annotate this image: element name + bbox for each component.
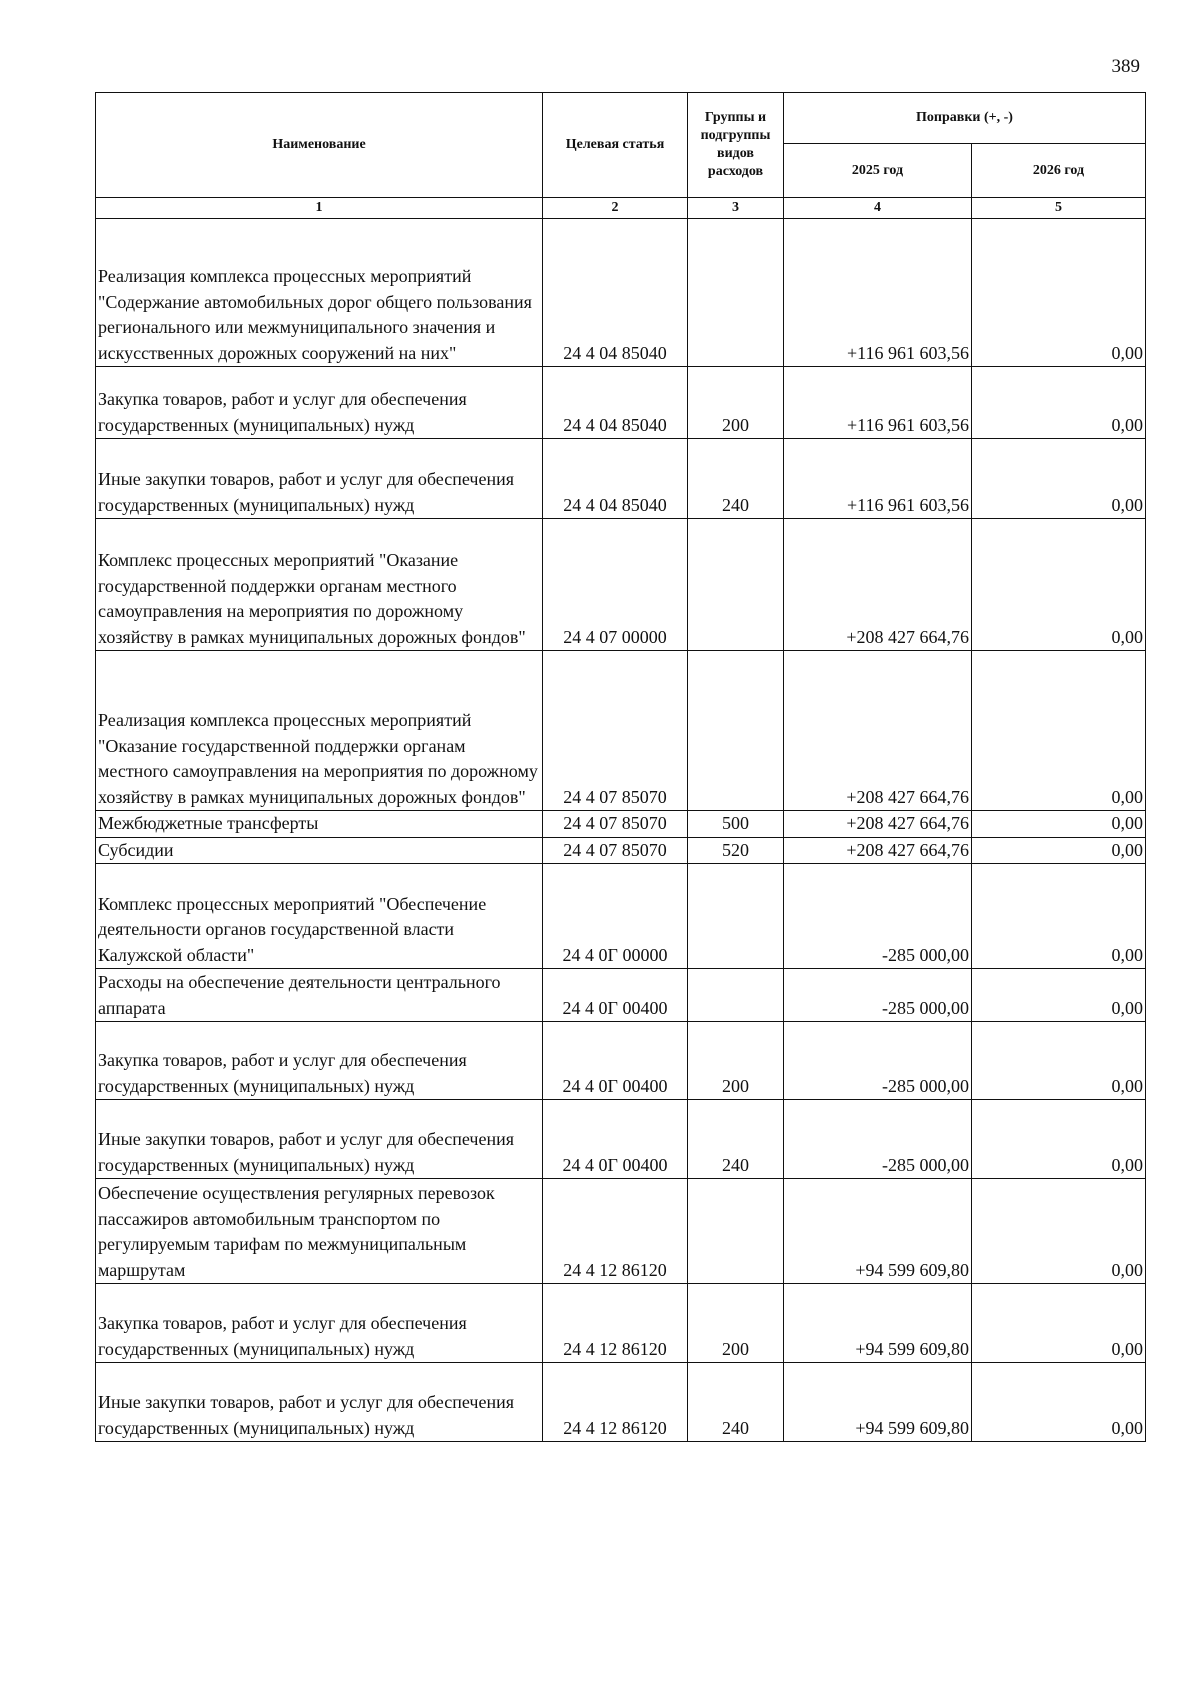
row-expense-group bbox=[688, 969, 784, 1022]
row-amount-2026: 0,00 bbox=[972, 1022, 1146, 1100]
row-amount-2025: +94 599 609,80 bbox=[784, 1284, 972, 1363]
row-amount-2025: +116 961 603,56 bbox=[784, 439, 972, 519]
table-row bbox=[96, 864, 1146, 969]
row-amount-2025: +94 599 609,80 bbox=[784, 1363, 972, 1442]
table-row bbox=[96, 1363, 1146, 1442]
row-target-article: 24 4 12 86120 bbox=[543, 1179, 688, 1284]
row-expense-group bbox=[688, 1179, 784, 1284]
row-expense-group: 520 bbox=[688, 837, 784, 864]
row-amount-2025: +208 427 664,76 bbox=[784, 837, 972, 864]
row-amount-2026: 0,00 bbox=[972, 1179, 1146, 1284]
row-amount-2025: -285 000,00 bbox=[784, 969, 972, 1022]
row-target-article: 24 4 07 00000 bbox=[543, 519, 688, 651]
row-name: Комплекс процессных мероприятий "Обеспечение деятельности органов государственной власти Калужской области" bbox=[96, 864, 543, 969]
row-amount-2026: 0,00 bbox=[972, 1100, 1146, 1179]
table-row bbox=[96, 219, 1146, 367]
column-number: 1 bbox=[96, 198, 543, 219]
row-target-article: 24 4 04 85040 bbox=[543, 367, 688, 439]
header-year-2025: 2025 год bbox=[784, 144, 972, 198]
table-body bbox=[96, 219, 1146, 1442]
row-target-article: 24 4 12 86120 bbox=[543, 1284, 688, 1363]
row-target-article: 24 4 0Г 00400 bbox=[543, 969, 688, 1022]
row-name: Иные закупки товаров, работ и услуг для обеспечения государственных (муниципальных) нужд bbox=[96, 1363, 543, 1442]
row-expense-group: 240 bbox=[688, 439, 784, 519]
row-expense-group bbox=[688, 651, 784, 811]
budget-amendments-table bbox=[95, 92, 1146, 1442]
row-name: Субсидии bbox=[96, 837, 543, 864]
column-number: 5 bbox=[972, 198, 1146, 219]
row-target-article: 24 4 07 85070 bbox=[543, 811, 688, 838]
header-name: Наименование bbox=[96, 93, 543, 198]
row-amount-2025: -285 000,00 bbox=[784, 864, 972, 969]
row-amount-2025: +208 427 664,76 bbox=[784, 519, 972, 651]
column-number: 2 bbox=[543, 198, 688, 219]
row-amount-2025: -285 000,00 bbox=[784, 1100, 972, 1179]
row-expense-group: 240 bbox=[688, 1100, 784, 1179]
column-number: 4 bbox=[784, 198, 972, 219]
row-expense-group: 500 bbox=[688, 811, 784, 838]
row-name: Расходы на обеспечение деятельности центрального аппарата bbox=[96, 969, 543, 1022]
row-name: Реализация комплекса процессных мероприятий "Содержание автомобильных дорог общего пользования регионального или межмуниципального значения и искусственных дорожных сооружений на них" bbox=[96, 219, 543, 367]
column-number: 3 bbox=[688, 198, 784, 219]
row-expense-group bbox=[688, 864, 784, 969]
table-header bbox=[96, 93, 1146, 219]
row-amount-2026: 0,00 bbox=[972, 811, 1146, 838]
row-expense-group: 200 bbox=[688, 367, 784, 439]
table-row bbox=[96, 811, 1146, 838]
row-expense-group bbox=[688, 519, 784, 651]
row-amount-2025: -285 000,00 bbox=[784, 1022, 972, 1100]
row-name: Обеспечение осуществления регулярных перевозок пассажиров автомобильным транспортом по регулируемым тарифам по межмуниципальным маршрутам bbox=[96, 1179, 543, 1284]
header-groups: Группы и подгруппы видов расходов bbox=[688, 93, 784, 198]
row-amount-2026: 0,00 bbox=[972, 519, 1146, 651]
row-amount-2026: 0,00 bbox=[972, 864, 1146, 969]
row-amount-2025: +94 599 609,80 bbox=[784, 1179, 972, 1284]
table-row bbox=[96, 837, 1146, 864]
row-target-article: 24 4 12 86120 bbox=[543, 1363, 688, 1442]
table-row bbox=[96, 1179, 1146, 1284]
table-row bbox=[96, 519, 1146, 651]
row-target-article: 24 4 07 85070 bbox=[543, 837, 688, 864]
table-row bbox=[96, 1100, 1146, 1179]
row-amount-2026: 0,00 bbox=[972, 1363, 1146, 1442]
row-amount-2026: 0,00 bbox=[972, 651, 1146, 811]
row-name: Закупка товаров, работ и услуг для обеспечения государственных (муниципальных) нужд bbox=[96, 1022, 543, 1100]
row-name: Реализация комплекса процессных мероприятий "Оказание государственной поддержки органам местного самоуправления на мероприятия по дорожному хозяйству в рамках муниципальных дорожных фондов" bbox=[96, 651, 543, 811]
row-expense-group bbox=[688, 219, 784, 367]
header-target-article: Целевая статья bbox=[543, 93, 688, 198]
row-amount-2025: +208 427 664,76 bbox=[784, 651, 972, 811]
table-row bbox=[96, 439, 1146, 519]
row-target-article: 24 4 0Г 00000 bbox=[543, 864, 688, 969]
table-row bbox=[96, 651, 1146, 811]
row-amount-2026: 0,00 bbox=[972, 969, 1146, 1022]
page-number: 389 bbox=[1111, 56, 1140, 77]
row-name: Межбюджетные трансферты bbox=[96, 811, 543, 838]
table-row bbox=[96, 1284, 1146, 1363]
row-amount-2025: +116 961 603,56 bbox=[784, 219, 972, 367]
row-amount-2026: 0,00 bbox=[972, 1284, 1146, 1363]
column-number-row bbox=[96, 198, 1146, 219]
row-target-article: 24 4 04 85040 bbox=[543, 219, 688, 367]
table-row bbox=[96, 969, 1146, 1022]
row-target-article: 24 4 0Г 00400 bbox=[543, 1100, 688, 1179]
row-expense-group: 240 bbox=[688, 1363, 784, 1442]
row-amount-2026: 0,00 bbox=[972, 439, 1146, 519]
row-amount-2026: 0,00 bbox=[972, 219, 1146, 367]
header-amendments: Поправки (+, -) bbox=[784, 93, 1146, 144]
row-name: Иные закупки товаров, работ и услуг для обеспечения государственных (муниципальных) нужд bbox=[96, 439, 543, 519]
row-amount-2025: +116 961 603,56 bbox=[784, 367, 972, 439]
row-amount-2026: 0,00 bbox=[972, 837, 1146, 864]
row-name: Закупка товаров, работ и услуг для обеспечения государственных (муниципальных) нужд bbox=[96, 367, 543, 439]
row-expense-group: 200 bbox=[688, 1022, 784, 1100]
row-target-article: 24 4 0Г 00400 bbox=[543, 1022, 688, 1100]
row-name: Закупка товаров, работ и услуг для обеспечения государственных (муниципальных) нужд bbox=[96, 1284, 543, 1363]
row-target-article: 24 4 04 85040 bbox=[543, 439, 688, 519]
row-target-article: 24 4 07 85070 bbox=[543, 651, 688, 811]
table-row bbox=[96, 367, 1146, 439]
row-name: Иные закупки товаров, работ и услуг для обеспечения государственных (муниципальных) нужд bbox=[96, 1100, 543, 1179]
row-name: Комплекс процессных мероприятий "Оказание государственной поддержки органам местного самоуправления на мероприятия по дорожному хозяйству в рамках муниципальных дорожных фондов" bbox=[96, 519, 543, 651]
header-year-2026: 2026 год bbox=[972, 144, 1146, 198]
row-amount-2025: +208 427 664,76 bbox=[784, 811, 972, 838]
row-expense-group: 200 bbox=[688, 1284, 784, 1363]
row-amount-2026: 0,00 bbox=[972, 367, 1146, 439]
table-row bbox=[96, 1022, 1146, 1100]
